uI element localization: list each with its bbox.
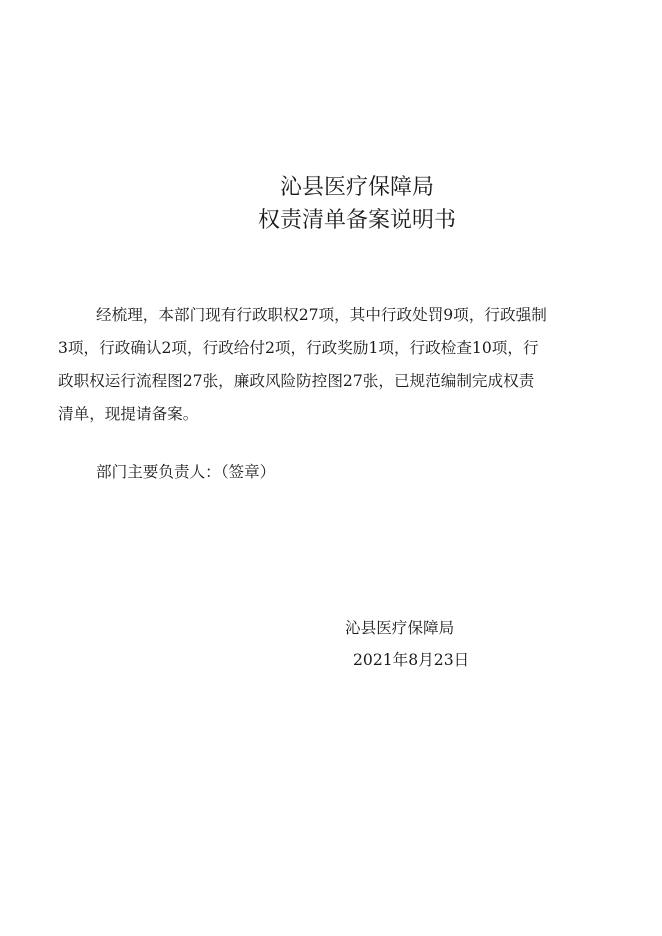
signer-line: 部门主要负责人：（签章） [96, 463, 276, 481]
issuing-organization: 沁县医疗保障局 [345, 619, 455, 637]
body-text-line: 清单，现提请备案。 [58, 405, 199, 423]
document-title-line-2: 权责清单备案说明书 [257, 208, 456, 233]
document-title-line-1: 沁县医疗保障局 [279, 175, 434, 200]
body-text-line: 政职权运行流程图27张，廉政风险防控图27张，已规范编制完成权责 [58, 372, 535, 390]
body-text-line: 经梳理，本部门现有行政职权27项，其中行政处罚9项，行政强制 [96, 306, 547, 324]
issue-date: 2021年8月23日 [353, 651, 470, 669]
body-text-line: 3项，行政确认2项，行政给付2项，行政奖励1项，行政检查10项，行 [58, 339, 539, 357]
